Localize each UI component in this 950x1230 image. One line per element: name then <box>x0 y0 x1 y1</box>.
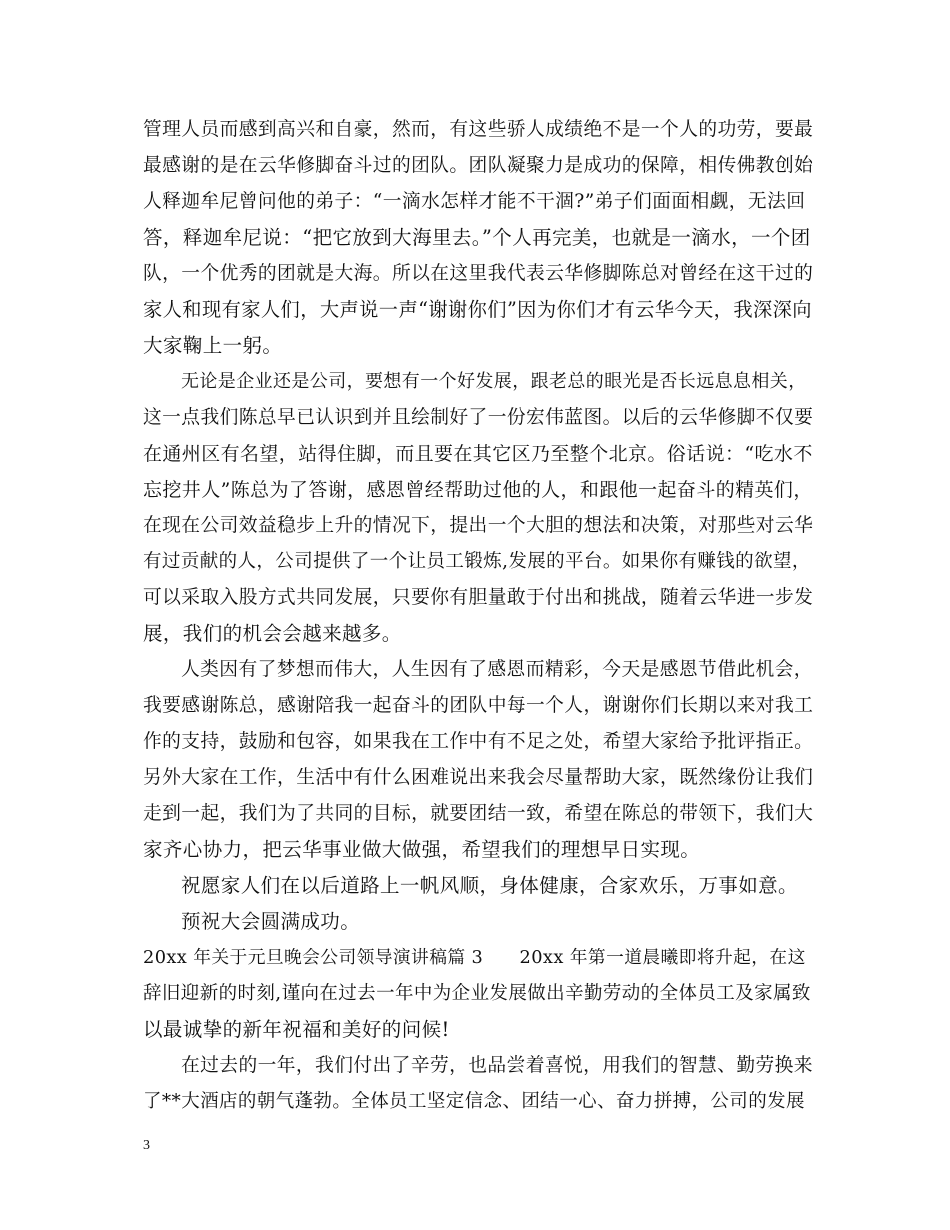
text-line: 管理人员而感到高兴和自豪，然而，有这些骄人成绩绝不是一个人的功劳，要最 <box>143 119 814 140</box>
text-line: 辞旧迎新的时刻,谨向在过去一年中为企业发展做出辛勤劳动的全体员工及家属致 <box>143 983 811 1004</box>
text-line: 展，我们的机会会越来越多。 <box>143 622 402 645</box>
text-line: 作的支持，鼓励和包容，如果我在工作中有不足之处，希望大家给予批评指正。 <box>143 731 814 752</box>
text-line: 人类因有了梦想而伟大，人生因有了感恩而精彩，今天是感恩节借此机会， <box>181 659 813 680</box>
text-line: 了**大酒店的朝气蓬勃。全体员工坚定信念、团结一心、奋力拼搏，公司的发展 <box>143 1091 805 1112</box>
text-line: 在现在公司效益稳步上升的情况下，提出一个大胆的想法和决策，对那些对云华 <box>143 515 814 536</box>
text-line: 走到一起，我们为了共同的目标，就要团结一致，希望在陈总的带领下，我们大 <box>143 803 814 824</box>
text-line: 答，释迦牟尼说：“把它放到大海里去。”个人再完美，也就是一滴水，一个团 <box>143 226 811 249</box>
text-line: 有过贡献的人，公司提供了一个让员工锻炼,发展的平台。如果你有赚钱的欲望， <box>143 551 811 572</box>
text-line: 祝愿家人们在以后道路上一帆风顺，身体健康，合家欢乐，万事如意。 <box>181 874 798 897</box>
text-line: 家人和现有家人们，大声说一声“谢谢你们”因为你们才有云华今天，我深深向 <box>143 298 812 321</box>
text-line: 在通州区有名望，站得住脚，而且要在其它区乃至整个北京。俗话说：“吃水不 <box>143 443 813 465</box>
text-line: 我要感谢陈总，感谢陪我一起奋斗的团队中每一个人，谢谢你们长期以来对我工 <box>143 695 814 716</box>
page-number: 3 <box>143 1138 150 1153</box>
text-line: 以最诚挚的新年祝福和美好的问候! <box>143 1018 450 1041</box>
text-line: 在过去的一年，我们付出了辛劳，也品尝着喜悦，用我们的智慧、勤劳换来 <box>181 1055 813 1076</box>
text-line: 队，一个优秀的团就是大海。所以在这里我代表云华修脚陈总对曾经在这干过的 <box>143 263 814 284</box>
text-line: 人释迦牟尼曾问他的弟子：“一滴水怎样才能不干涸?”弟子们面面相觑，无法回 <box>143 191 806 212</box>
text-line: 这一点我们陈总早已认识到并且绘制好了一份宏伟蓝图。以后的云华修脚不仅要 <box>143 407 814 428</box>
document-body <box>143 112 813 1120</box>
text-line: 无论是企业还是公司，要想有一个好发展，跟老总的眼光是否长远息息相关， <box>181 371 807 392</box>
text-line: 家齐心协力，把云华事业做大做强，希望我们的理想早日实现。 <box>143 838 701 861</box>
text-line: 最感谢的是在云华修脚奋斗过的团队。团队凝聚力是成功的保障，相传佛教创始 <box>143 155 814 176</box>
text-line: 另外大家在工作，生活中有什么困难说出来我会尽量帮助大家，既然缘份让我们 <box>143 767 814 788</box>
text-line: 可以采取入股方式共同发展，只要你有胆量敢于付出和挑战，随着云华进一步发 <box>143 587 814 608</box>
text-line: 大家鞠上一躬。 <box>143 334 283 357</box>
text-line: 忘挖井人”陈总为了答谢，感恩曾经帮助过他的人，和跟他一起奋斗的精英们， <box>143 479 813 501</box>
text-line: 预祝大会圆满成功。 <box>181 910 361 933</box>
text-line: 20xx 年关于元旦晚会公司领导演讲稿篇 3 20xx 年第一道晨曦即将升起，在这 <box>143 948 806 968</box>
